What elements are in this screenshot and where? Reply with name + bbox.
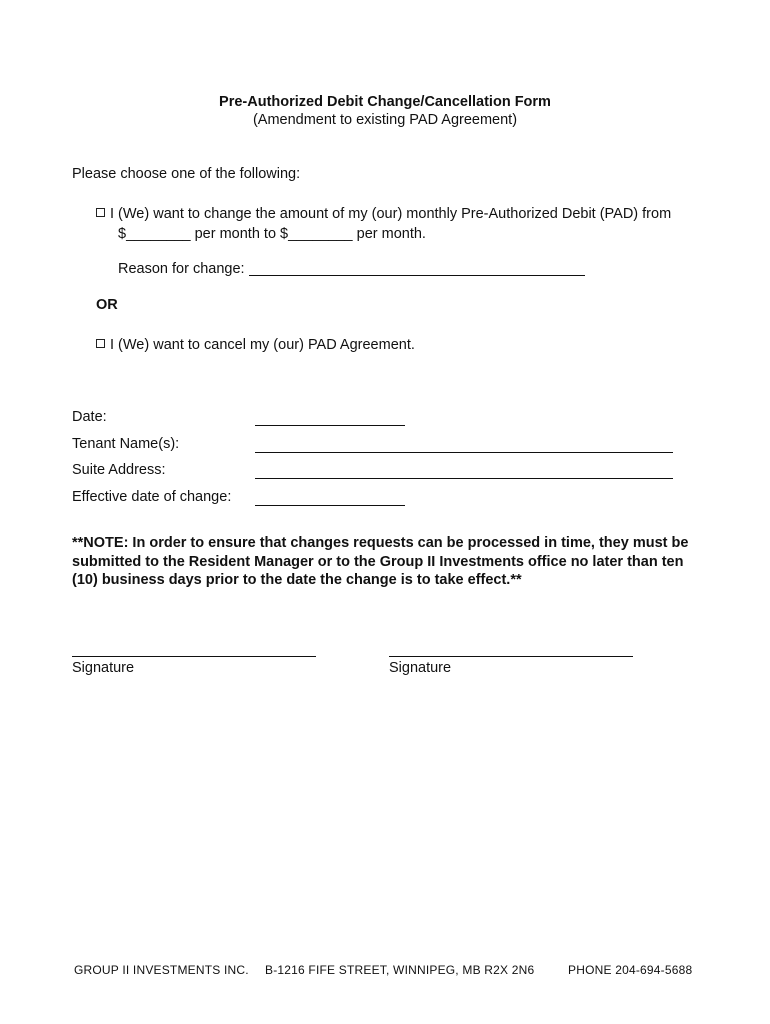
signature-label-left: Signature <box>72 660 135 676</box>
form-title: Pre-Authorized Debit Change/Cancellation Form <box>219 94 551 110</box>
note-text: **NOTE: In order to ensure that changes requests can be processed in time, they must be submitted to the Resident Manager or to the Group II Investments office no later than ten (10) business days prior to the date the change is to take effect.** <box>72 535 689 588</box>
reason-line[interactable] <box>249 275 585 276</box>
cancel-option <box>96 337 415 353</box>
change-option-line1: I (We) want to change the amount of my (our) monthly Pre-Authorized Debit (PAD) from <box>110 206 672 222</box>
cancel-option-text: I (We) want to cancel my (our) PAD Agreement. <box>110 337 415 353</box>
instructions-text: Please choose one of the following: <box>72 166 301 182</box>
date-line[interactable] <box>255 425 405 426</box>
footer-phone: PHONE 204-694-5688 <box>568 963 693 977</box>
or-label: OR <box>96 297 118 313</box>
signature-label-right: Signature <box>389 660 452 676</box>
signature-line-right[interactable] <box>389 656 633 657</box>
form-subtitle: (Amendment to existing PAD Agreement) <box>252 112 518 128</box>
date-label: Date: <box>72 409 107 425</box>
cancel-checkbox[interactable] <box>96 339 105 348</box>
effective-date-line[interactable] <box>255 505 405 506</box>
tenant-name-line[interactable] <box>255 452 673 453</box>
suite-address-line[interactable] <box>255 478 673 479</box>
change-option <box>96 206 671 222</box>
footer-address: B-1216 FIFE STREET, WINNIPEG, MB R2X 2N6 <box>265 963 535 977</box>
reason-label: Reason for change: <box>118 261 245 277</box>
change-checkbox[interactable] <box>96 208 105 217</box>
change-option-line2: $________ per month to $________ per month. <box>118 226 426 242</box>
effective-date-label: Effective date of change: <box>72 489 232 505</box>
footer-company: GROUP II INVESTMENTS INC. <box>74 963 249 977</box>
tenant-name-label: Tenant Name(s): <box>72 436 180 452</box>
suite-address-label: Suite Address: <box>72 462 166 478</box>
signature-line-left[interactable] <box>72 656 316 657</box>
